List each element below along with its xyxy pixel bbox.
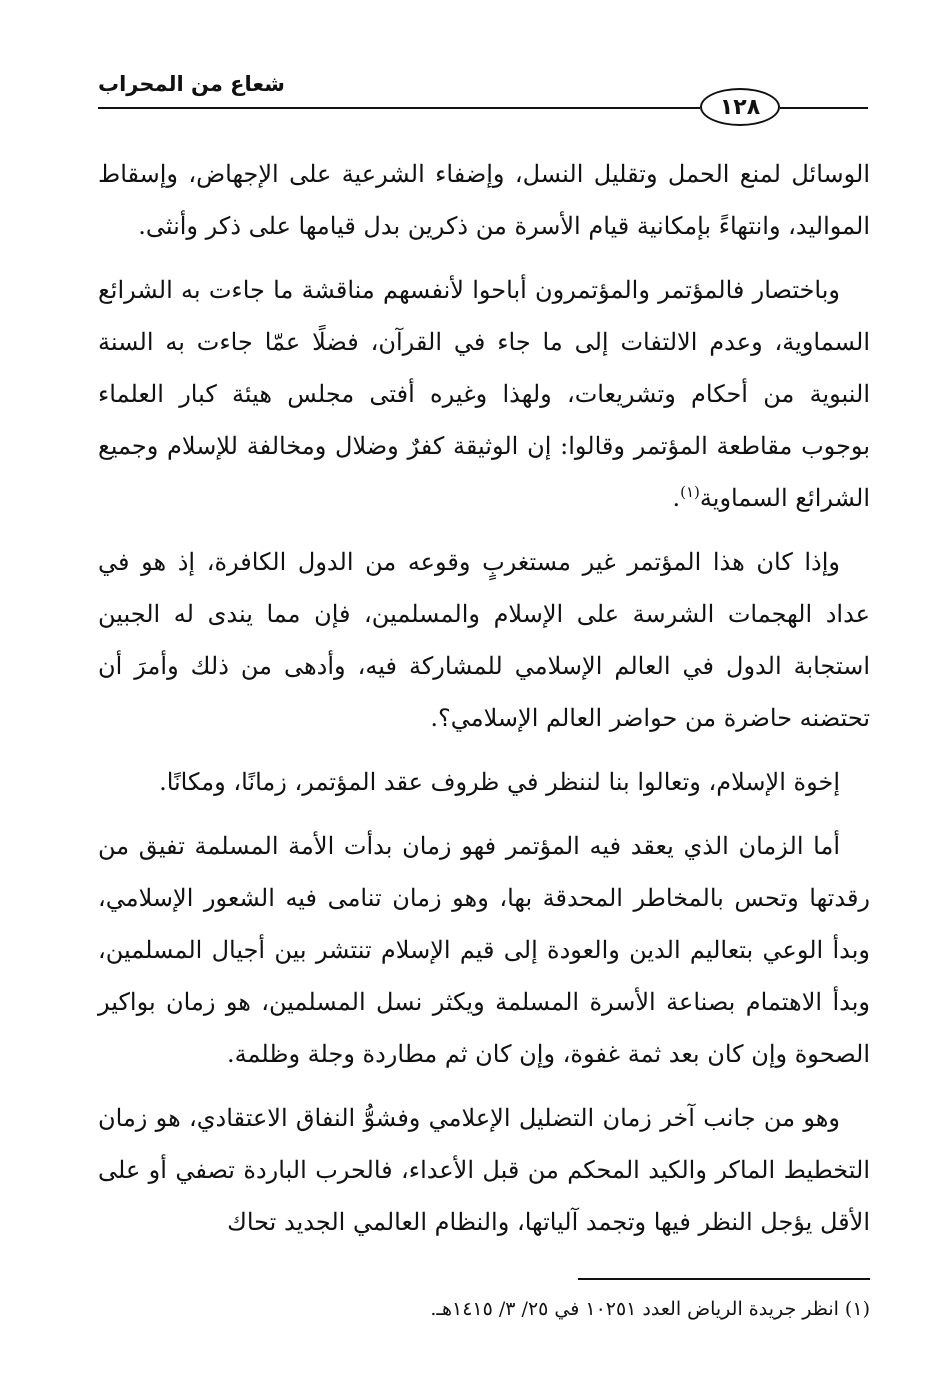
- header-rule: [98, 107, 700, 109]
- footnote: (١) انظر جريدة الرياض العدد ١٠٢٥١ في ٢٥/ ٣/ ١٤١٥هـ.: [430, 1298, 870, 1320]
- paragraph-1: الوسائل لمنع الحمل وتقليل النسل، وإضفاء الشرعية على الإجهاض، وإسقاط المواليد، وانتهاءً بإمكانية قيام الأسرة من ذكرين بدل قيامها على ذكر وأنثى.: [98, 160, 870, 240]
- paragraph-5: أما الزمان الذي يعقد فيه المؤتمر فهو زمان بدأت الأمة المسلمة تفيق من رقدتها وتحس بالمخاطر المحدقة بها، وهو زمان تنامى فيه الشعور الإسلامي، وبدأ الوعي بتعاليم الدين والعودة إلى قيم الإسلام تنتشر بين أجيال المسلمين، وبدأ الاهتمام بصناعة الأسرة المسلمة ويكثر نسل المسلمين، هو زمان بواكير الصحوة وإن كان بعد ثمة غفوة، وإن كان ثم مطاردة وجلة وظلمة.: [98, 832, 870, 1068]
- paragraph-2-end: .: [672, 484, 681, 512]
- footnote-marker: (١): [680, 483, 700, 501]
- paragraph-3: وإذا كان هذا المؤتمر غير مستغربٍ وقوعه من الدول الكافرة، إذ هو في عداد الهجمات الشرسة على الإسلام والمسلمين، فإن مما يندى له الجبين استجابة الدول في العالم الإسلامي للمشاركة فيه، وأدهى من ذلك وأمرَ أن تحتضنه حاضرة من حواضر العالم الإسلامي؟.: [98, 548, 871, 732]
- header-rule-right: [780, 107, 868, 109]
- paragraph-6: وهو من جانب آخر زمان التضليل الإعلامي وفشوُّ النفاق الاعتقادي، هو زمان التخطيط الماكر والكيد المحكم من قبل الأعداء، فالحرب الباردة تصفي أو على الأقل يؤجل النظر فيها وتجمد آلياتها، والنظام العالمي الجديد تحاك: [98, 1104, 870, 1236]
- paragraph-4: إخوة الإسلام، وتعالوا بنا لننظر في ظروف عقد المؤتمر، زمانًا، ومكانًا.: [159, 768, 840, 796]
- page-number: ١٢٨: [700, 88, 780, 126]
- footnote-rule: [578, 1278, 870, 1280]
- paragraph-2-text: وباختصار فالمؤتمر والمؤتمرون أباحوا لأنفسهم مناقشة ما جاءت به الشرائع السماوية، وعدم الالتفات إلى ما جاء في القرآن، فضلًا عمّا جاءت به السنة النبوية من أحكام وتشريعات، ولهذا وغيره أفتى مجلس هيئة كبار العلماء بوجوب مقاطعة المؤتمر وقالوا: إن الوثيقة كفرٌ وضلال ومخالفة للإسلام وجميع الشرائع السماوية: [98, 276, 870, 512]
- body-text: [98, 148, 870, 1260]
- running-title: شعاع من المحراب: [98, 72, 285, 96]
- paragraph-2: [98, 264, 870, 524]
